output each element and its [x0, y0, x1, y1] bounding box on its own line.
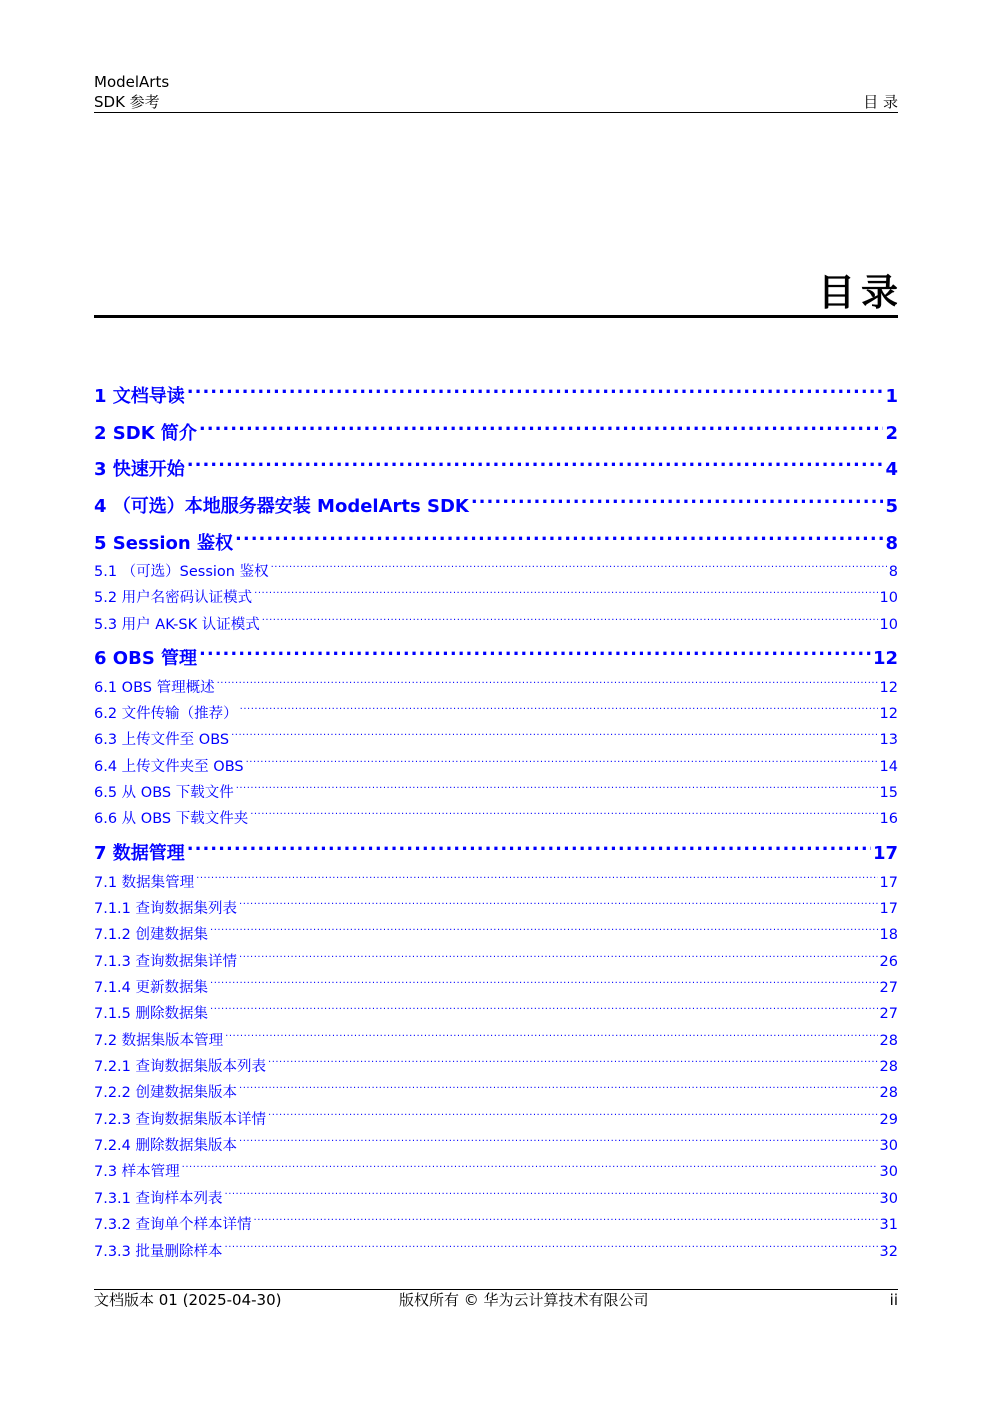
toc-entry-page: 1 — [885, 386, 898, 407]
toc-dot-leader — [240, 703, 878, 718]
toc-entry-page: 5 — [885, 496, 898, 517]
toc-dot-leader — [254, 587, 877, 602]
toc-entry-label: 7 数据管理 — [94, 843, 185, 864]
toc-section-link[interactable] — [94, 729, 898, 749]
toc-entry-page: 10 — [879, 589, 898, 606]
toc-section-link[interactable] — [94, 1214, 898, 1234]
toc-dot-leader — [210, 1003, 878, 1018]
toc-section-link[interactable] — [94, 1082, 898, 1102]
toc-entry-label: 6.1 OBS 管理概述 — [94, 679, 215, 696]
toc-chapter-link[interactable] — [94, 646, 898, 670]
header-section-name: 目 录 — [863, 93, 898, 111]
toc-entry-label: 5.3 用户 AK-SK 认证模式 — [94, 616, 260, 633]
toc-dot-leader — [239, 1135, 878, 1150]
toc-dot-leader — [262, 614, 878, 629]
toc-chapter-link[interactable] — [94, 384, 898, 408]
toc-entry-label: 6.2 文件传输（推荐） — [94, 705, 238, 722]
toc-entry-page: 16 — [879, 810, 898, 827]
toc-entry-label: 6.5 从 OBS 下载文件 — [94, 784, 234, 801]
toc-chapter-link[interactable] — [94, 457, 898, 481]
toc-section-link[interactable] — [94, 1003, 898, 1023]
toc-entry-page: 18 — [879, 926, 898, 943]
toc-section-link[interactable] — [94, 756, 898, 776]
toc-section-link[interactable] — [94, 1030, 898, 1050]
toc-dot-leader — [187, 384, 884, 402]
toc-dot-leader — [199, 421, 884, 439]
toc-entry-page: 26 — [879, 953, 898, 970]
toc-section-link[interactable] — [94, 614, 898, 634]
toc-entry-page: 8 — [888, 563, 898, 580]
toc-dot-leader — [182, 1161, 878, 1176]
toc-dot-leader — [268, 1109, 878, 1124]
toc-dot-leader — [239, 1082, 878, 1097]
page-title: 目录 — [818, 271, 904, 314]
toc-entry-label: 7.1.1 查询数据集列表 — [94, 900, 238, 917]
toc-entry-page: 4 — [885, 459, 898, 480]
toc-entry-label: 7.2.3 查询数据集版本详情 — [94, 1111, 267, 1128]
toc-entry-page: 8 — [885, 533, 898, 554]
toc-section-link[interactable] — [94, 561, 898, 581]
toc-section-link[interactable] — [94, 782, 898, 802]
toc-dot-leader — [236, 782, 878, 797]
toc-entry-page: 2 — [885, 423, 898, 444]
header-product: ModelArts — [94, 73, 170, 91]
toc-entry-page: 29 — [879, 1111, 898, 1128]
toc-entry-label: 7.3.1 查询样本列表 — [94, 1190, 223, 1207]
toc-section-link[interactable] — [94, 677, 898, 697]
toc-entry-label: 5.2 用户名密码认证模式 — [94, 589, 253, 606]
toc-entry-page: 15 — [879, 784, 898, 801]
toc-entry-label: 7.3 样本管理 — [94, 1163, 180, 1180]
toc-dot-leader — [235, 531, 883, 549]
toc-entry-label: 6.4 上传文件夹至 OBS — [94, 758, 244, 775]
toc-dot-leader — [225, 1241, 878, 1256]
toc-dot-leader — [196, 872, 877, 887]
toc-dot-leader — [250, 808, 877, 823]
toc-entry-label: 7.1.2 创建数据集 — [94, 926, 209, 943]
toc-section-link[interactable] — [94, 872, 898, 892]
toc-dot-leader — [210, 924, 878, 939]
toc-entry-page: 27 — [879, 1005, 898, 1022]
toc-entry-label: 7.1.3 查询数据集详情 — [94, 953, 238, 970]
toc-section-link[interactable] — [94, 1241, 898, 1261]
toc-entry-page: 28 — [879, 1058, 898, 1075]
toc-dot-leader — [187, 457, 884, 475]
toc-entry-label: 2 SDK 简介 — [94, 423, 197, 444]
table-of-contents — [94, 0, 898, 1300]
toc-dot-leader — [246, 756, 878, 771]
toc-entry-page: 31 — [879, 1216, 898, 1233]
toc-dot-leader — [217, 677, 878, 692]
toc-section-link[interactable] — [94, 898, 898, 918]
toc-section-link[interactable] — [94, 1161, 898, 1181]
toc-entry-label: 7.1.4 更新数据集 — [94, 979, 209, 996]
toc-chapter-link[interactable] — [94, 531, 898, 555]
toc-entry-label: 4 （可选）本地服务器安装 ModelArts SDK — [94, 496, 469, 517]
toc-entry-page: 12 — [879, 679, 898, 696]
toc-entry-label: 6.3 上传文件至 OBS — [94, 731, 230, 748]
header-document-name: SDK 参考 — [94, 93, 160, 111]
toc-dot-leader — [268, 1056, 878, 1071]
toc-dot-leader — [199, 646, 871, 664]
footer-copyright: 版权所有 © 华为云计算技术有限公司 — [399, 1291, 649, 1309]
toc-entry-page: 30 — [879, 1190, 898, 1207]
toc-section-link[interactable] — [94, 587, 898, 607]
toc-entry-page: 13 — [879, 731, 898, 748]
toc-entry-label: 7.1 数据集管理 — [94, 874, 195, 891]
toc-entry-label: 7.3.3 批量删除样本 — [94, 1243, 223, 1260]
toc-dot-leader — [254, 1214, 878, 1229]
toc-entry-label: 6.6 从 OBS 下载文件夹 — [94, 810, 249, 827]
toc-entry-page: 30 — [879, 1163, 898, 1180]
toc-chapter-link[interactable] — [94, 841, 898, 865]
toc-entry-label: 1 文档导读 — [94, 386, 185, 407]
toc-entry-page: 28 — [879, 1084, 898, 1101]
toc-entry-label: 7.3.2 查询单个样本详情 — [94, 1216, 252, 1233]
toc-chapter-link[interactable] — [94, 494, 898, 518]
toc-chapter-link[interactable] — [94, 421, 898, 445]
toc-entry-label: 7.1.5 删除数据集 — [94, 1005, 209, 1022]
toc-entry-label: 5.1 （可选）Session 鉴权 — [94, 563, 269, 580]
toc-dot-leader — [225, 1030, 877, 1045]
toc-entry-page: 28 — [879, 1032, 898, 1049]
toc-section-link[interactable] — [94, 808, 898, 828]
toc-entry-label: 6 OBS 管理 — [94, 648, 198, 669]
toc-dot-leader — [271, 561, 887, 576]
toc-section-link[interactable] — [94, 924, 898, 944]
toc-dot-leader — [187, 841, 871, 859]
toc-section-link[interactable] — [94, 1109, 898, 1129]
toc-dot-leader — [210, 977, 878, 992]
toc-dot-leader — [225, 1188, 878, 1203]
toc-dot-leader — [239, 898, 878, 913]
toc-entry-page: 17 — [879, 900, 898, 917]
toc-entry-page: 32 — [879, 1243, 898, 1260]
toc-entry-page: 30 — [879, 1137, 898, 1154]
toc-dot-leader — [239, 951, 878, 966]
toc-section-link[interactable] — [94, 1056, 898, 1076]
toc-entry-label: 5 Session 鉴权 — [94, 533, 234, 554]
toc-entry-page: 10 — [879, 616, 898, 633]
toc-dot-leader — [471, 494, 884, 512]
toc-entry-page: 17 — [879, 874, 898, 891]
toc-section-link[interactable] — [94, 977, 898, 997]
toc-entry-page: 12 — [879, 705, 898, 722]
toc-entry-page: 14 — [879, 758, 898, 775]
toc-entry-label: 7.2.2 创建数据集版本 — [94, 1084, 238, 1101]
toc-entry-label: 7.2.1 查询数据集版本列表 — [94, 1058, 267, 1075]
toc-entry-label: 3 快速开始 — [94, 459, 185, 480]
toc-section-link[interactable] — [94, 951, 898, 971]
footer-version: 文档版本 01 (2025-04-30) — [94, 1291, 282, 1309]
toc-entry-page: 27 — [879, 979, 898, 996]
toc-entry-label: 7.2 数据集版本管理 — [94, 1032, 224, 1049]
toc-section-link[interactable] — [94, 1135, 898, 1155]
toc-section-link[interactable] — [94, 1188, 898, 1208]
toc-dot-leader — [231, 729, 877, 744]
toc-entry-label: 7.2.4 删除数据集版本 — [94, 1137, 238, 1154]
toc-entry-page: 12 — [872, 648, 898, 669]
toc-entry-page: 17 — [872, 843, 898, 864]
toc-section-link[interactable] — [94, 703, 898, 723]
footer-page-number: ii — [889, 1291, 898, 1309]
